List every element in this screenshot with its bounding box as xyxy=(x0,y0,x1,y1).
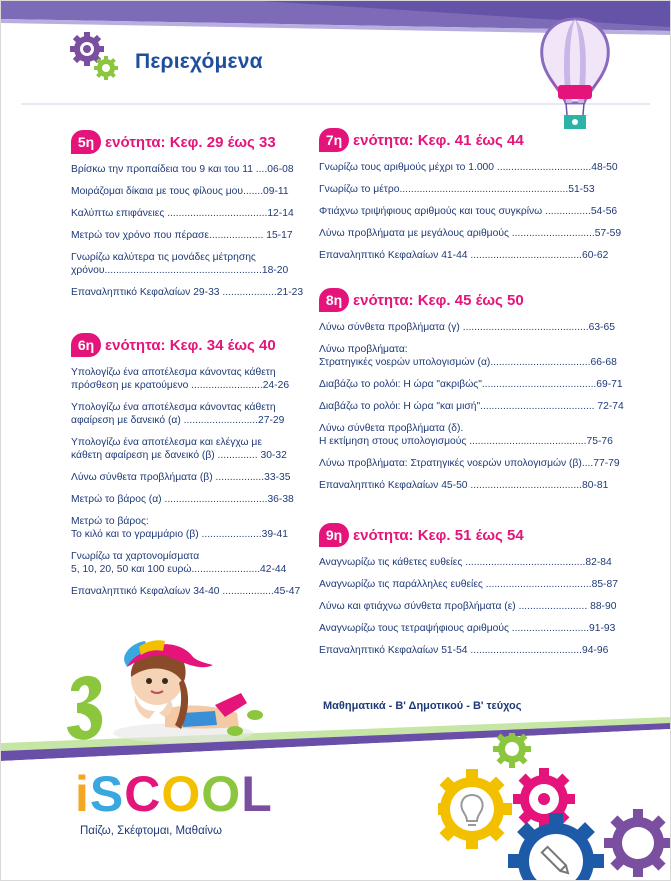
toc-entry[interactable]: Επαναληπτικό Κεφαλαίων 34-40 ..................45-47 xyxy=(71,586,301,597)
gears-icon xyxy=(69,31,121,83)
pink-gear-icon xyxy=(513,768,575,830)
unit-badge: 9η xyxy=(319,523,349,547)
toc-entry[interactable]: Λύνω προβλήματα με μεγάλους αριθμούς .............................57-59 xyxy=(319,228,622,239)
unit-title: ενότητα: Κεφ. 45 έως 50 xyxy=(353,291,524,309)
toc-entry[interactable]: Επαναληπτικό Κεφαλαίων 51-54 .......................................94-96 xyxy=(319,645,609,656)
toc-entry[interactable]: Φτιάχνω τριψήφιους αριθμούς και τους συγκρίνω ................54-56 xyxy=(319,206,618,217)
toc-entry[interactable]: Λύνω προβλήματα: Στρατηγικές νοερών υπολογισμών (β)....77-79 xyxy=(319,458,620,469)
unit-title: ενότητα: Κεφ. 51 έως 54 xyxy=(353,526,524,544)
toc-entry[interactable]: Λύνω σύνθετα προβλήματα (β) .................33-35 xyxy=(71,472,291,483)
logo-letter: O xyxy=(161,766,202,822)
lightbulb-gear-icon xyxy=(438,769,512,849)
unit-7-header xyxy=(319,127,625,153)
toc-entry[interactable]: Επαναληπτικό Κεφαλαίων 45-50 .......................................80-81 xyxy=(319,480,609,491)
unit-badge: 6η xyxy=(71,333,101,357)
toc-entry[interactable]: Γνωρίζω καλύτερα τις μονάδες μέτρησης χρόνου.......................................................18-20 xyxy=(71,252,289,276)
unit-6-header xyxy=(71,332,303,358)
unit-title: ενότητα: Κεφ. 41 έως 44 xyxy=(353,131,524,149)
logo-letter: O xyxy=(201,766,242,822)
unit-badge: 5η xyxy=(71,130,101,154)
toc-entry[interactable]: Βρίσκω την προπαίδεια του 9 και του 11 ....06-08 xyxy=(71,164,294,175)
girl-illustration-icon xyxy=(65,633,265,751)
toc-entry[interactable]: Λύνω σύνθετα προβλήματα (δ). Η εκτίμηση στους υπολογισμούς .........................................75-76 xyxy=(319,423,613,447)
iscool-logo xyxy=(75,767,273,821)
toc-entry[interactable]: Επαναληπτικό Κεφαλαίων 41-44 .......................................60-62 xyxy=(319,250,609,261)
logo-letter: S xyxy=(89,766,125,822)
page-title: Περιεχόμενα xyxy=(135,50,263,73)
small-green-gear-icon xyxy=(493,733,531,768)
logo-letter: C xyxy=(124,766,162,822)
toc-entry[interactable]: Μετρώ το βάρος: Το κιλό και το γραμμάριο (β) .....................39-41 xyxy=(71,516,288,540)
purple-gear-icon xyxy=(604,809,670,877)
toc-entry[interactable]: Γνωρίζω τα χαρτονομίσματα 5, 10, 20, 50 και 100 ευρώ........................42-44 xyxy=(71,551,287,575)
unit-badge: 8η xyxy=(319,288,349,312)
toc-entry[interactable]: Διαβάζω το ρολόι: Η ώρα "και μισή"........................................ 72-74 xyxy=(319,401,624,412)
unit-title: ενότητα: Κεφ. 34 έως 40 xyxy=(105,336,276,354)
toc-entry[interactable]: Διαβάζω το ρολόι: Η ώρα "ακριβώς"........................................69-71 xyxy=(319,379,623,390)
unit-title: ενότητα: Κεφ. 29 έως 33 xyxy=(105,133,276,151)
pencil-gear-icon xyxy=(508,813,604,880)
book-title: Μαθηματικά - Β' Δημοτικού - Β' τεύχος xyxy=(323,700,522,712)
toc-entry[interactable]: Υπολογίζω ένα αποτέλεσμα κάνοντας κάθετη πρόσθεση με κρατούμενο .........................24-26 xyxy=(71,367,290,391)
unit-badge: 7η xyxy=(319,128,349,152)
toc-entry[interactable]: Αναγνωρίζω τις κάθετες ευθείες ..........................................82-84 xyxy=(319,557,612,568)
unit-5-section xyxy=(71,129,303,308)
toc-entry[interactable]: Αναγνωρίζω τους τετραψήφιους αριθμούς ...........................91-93 xyxy=(319,623,616,634)
toc-entry[interactable]: Επαναληπτικό Κεφαλαίων 29-33 ...................21-23 xyxy=(71,287,303,298)
unit-9-header xyxy=(319,522,625,548)
toc-entry[interactable]: Μετρώ τον χρόνο που πέρασε................... 15-17 xyxy=(71,230,293,241)
toc-entry[interactable]: Μετρώ το βάρος (α) ....................................36-38 xyxy=(71,494,294,505)
unit-6-section xyxy=(71,332,303,607)
toc-entry[interactable]: Λύνω και φτιάχνω σύνθετα προβλήματα (ε) ........................ 88-90 xyxy=(319,601,617,612)
toc-entry[interactable]: Υπολογίζω ένα αποτέλεσμα και ελέγχω με κάθετη αφαίρεση με δανεικό (β) .............. 30-32 xyxy=(71,437,287,461)
toc-entry[interactable]: Μοιράζομαι δίκαια με τους φίλους μου.......09-11 xyxy=(71,186,289,197)
toc-entry[interactable]: Γνωρίζω τους αριθμούς μέχρι το 1.000 .................................48-50 xyxy=(319,162,618,173)
toc-entry[interactable]: Λύνω σύνθετα προβλήματα (γ) ............................................63-65 xyxy=(319,322,615,333)
tagline: Παίζω, Σκέφτομαι, Μαθαίνω xyxy=(80,825,223,837)
toc-entry[interactable]: Γνωρίζω το μέτρο...........................................................51-53 xyxy=(319,184,595,195)
unit-5-header xyxy=(71,129,303,155)
unit-7-section xyxy=(319,127,625,271)
gears-cluster-icon xyxy=(438,733,670,880)
toc-entry[interactable]: Αναγνωρίζω τις παράλληλες ευθείες .....................................85-87 xyxy=(319,579,618,590)
logo-letter: i xyxy=(75,766,90,822)
unit-8-header xyxy=(319,287,625,313)
toc-entry[interactable]: Λύνω προβλήματα: Στρατηγικές νοερών υπολογισμών (α)...................................66-68 xyxy=(319,344,617,368)
hot-air-balloon-icon xyxy=(536,15,614,133)
unit-9-section xyxy=(319,522,625,666)
logo-letter: L xyxy=(241,766,273,822)
toc-entry[interactable]: Υπολογίζω ένα αποτέλεσμα κάνοντας κάθετη αφαίρεση με δανεικό (α) ..........................27-29 xyxy=(71,402,285,426)
toc-entry[interactable]: Καλύπτω επιφάνειες ...................................12-14 xyxy=(71,208,294,219)
unit-8-section xyxy=(319,287,625,501)
